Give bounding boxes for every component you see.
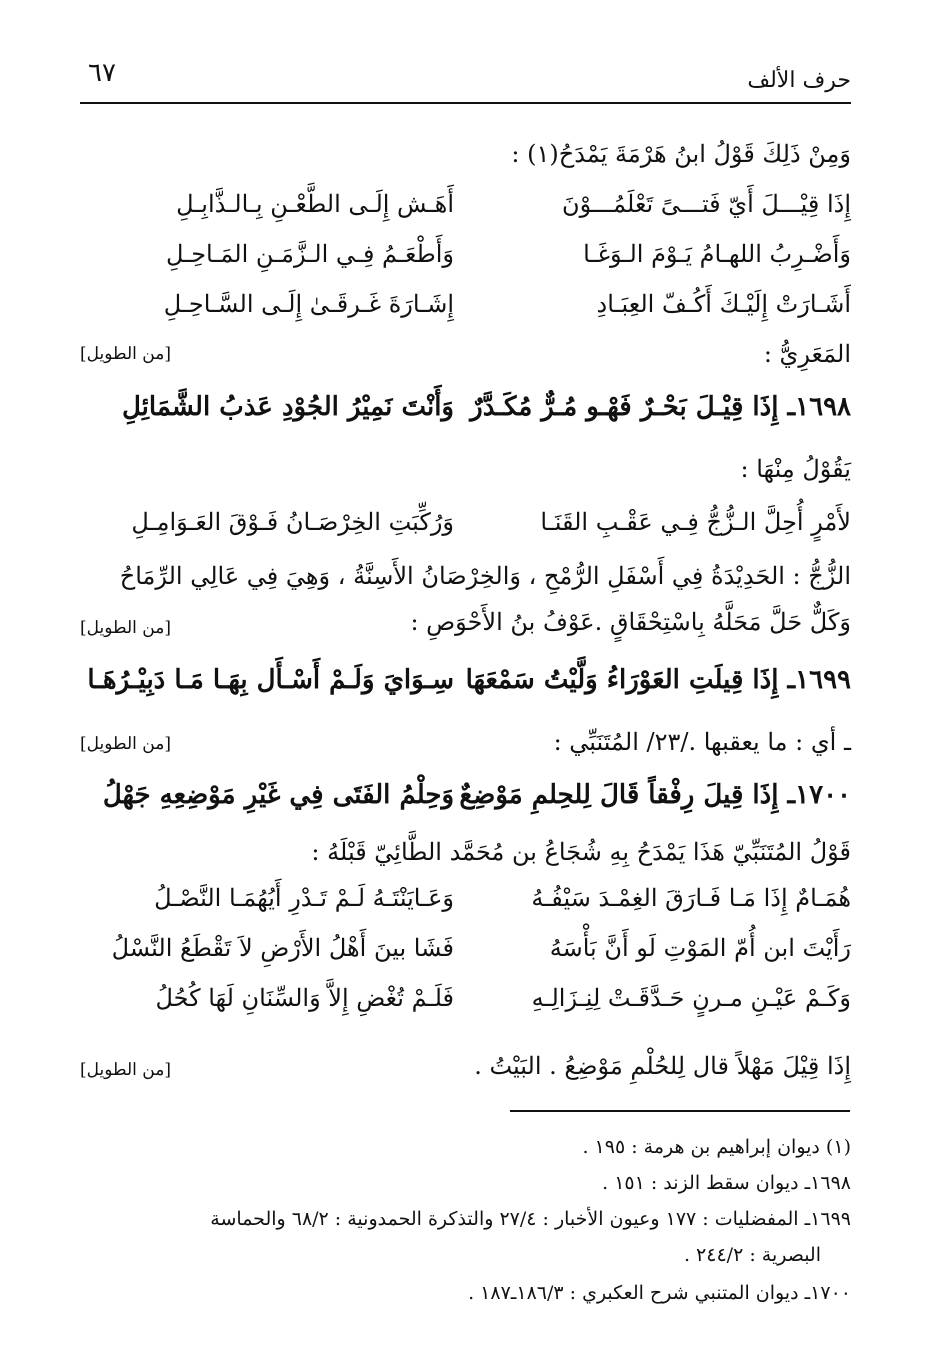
entry-1699-first-hemistich: ١٦٩٩ـ إِذَا قِيلَتِ العَوْرَاءُ وَلَّيْتُ سَمْعَهَا [465, 665, 851, 695]
footnote-rule [510, 1110, 850, 1112]
entry-number: ١٦٩٩ـ [787, 665, 851, 695]
entry-1699-second-hemistich: سِـوَايَ وَلَـمْ أَسْـأَل بِهَـا مَـا دَبِيْـرُهَـا [87, 665, 454, 695]
footnote-1698: ١٦٩٨ـ ديوان سقط الزند : ١٥١ . [602, 1172, 851, 1194]
gloss-line-1: الزُّجُّ : الحَدِيْدَةُ فِي أَسْفَلِ الرُّمْحِ ، وَالخِرْصَانُ الأَسِنَّةُ ، وَهِيَ فِي عَالِي الرِّمَاحُ [119, 562, 851, 590]
meter-label: [من الطويل] [80, 1060, 171, 1080]
poem2-verse3-second-hemistich: فَلَـمْ تُغْضِ إِلاَّ وَالسِّنَانِ لَهَا كُحُلُ [155, 984, 454, 1012]
poem1-verse3-second-hemistich: إِشَـارَةَ غَـرقَـىٰ إِلَـى السَّـاحِـلِ [163, 290, 454, 318]
intro-line: وَمِنْ ذَلِكَ قَوْلُ ابنُ هَرْمَةَ يَمْدَحُ(١) : [511, 140, 851, 168]
header-rule [80, 102, 851, 104]
yaqulu-minha: يَقُوْلُ مِنْهَا : [740, 455, 851, 483]
footnote-1699-continued: البصرية : ٢٤٤/٢ . [683, 1244, 821, 1266]
gloss-line-3: ـ أي : ما يعقبها ./٢٣/ المُتَنَبِّي : [553, 728, 851, 756]
verse-li-amri-second-hemistich: وَرُكِّبَتِ الخِرْصَـانُ فَـوْقَ العَـوَامِـلِ [131, 508, 454, 536]
footnote-1699: ١٦٩٩ـ المفضليات : ١٧٧ وعيون الأخبار : ٢٧/٤ والتذكرة الحمدونية : ٦٨/٢ والحماسة [210, 1208, 851, 1230]
poem2-verse2-second-hemistich: فَشَا بينَ أَهْلُ الأَرْضِ لاَ تَقْطَعُ النَّسْلُ [111, 934, 454, 962]
meter-label: [من الطويل] [80, 618, 171, 638]
entry-1700-first-hemistich: ١٧٠٠ـ إِذَا قِيلَ رِفْقاً قَالَ لِلحِلمِ مَوْضِعٌ [459, 780, 851, 810]
entry-number: ١٦٩٨ـ [787, 392, 851, 422]
meter-label: [من الطويل] [80, 734, 171, 754]
poem2-verse3-first-hemistich: وَكَـمْ عَيْـنِ مـرنٍ حَـدَّقَـتْ لِنِـزَالِـهِ [531, 984, 851, 1012]
entry-1698-second-hemistich: وَأَنْتَ نَمِيْرُ الجُوْدِ عَذبُ الشَّمَائِلِ [121, 392, 454, 422]
poem2-verse1-second-hemistich: وَعَـايَنْتَـهُ لَـمْ تَـدْرِ أَيُهُمَـا النَّصْـلُ [154, 884, 454, 912]
closing-line: إِذَا قِيْلَ مَهْلاً قال لِلحُلْمِ مَوْضِعُ . البَيْتُ . [474, 1052, 851, 1080]
poem1-verse1-second-hemistich: أَهَـش إِلَـى الطَّعْـنِ بِـالـذَّابِـلِ [176, 190, 454, 218]
mutanabbi-intro: قَوْلُ المُتَنَبِّيّ هَذَا يَمْدَحُ بِهِ شُجَاعُ بن مُحَمَّد الطَّائِيّ قَبْلَهُ : [311, 838, 851, 866]
entry-1700-second-hemistich: وَحِلْمُ الفَتَى فِي غَيْرِ مَوْضِعِهِ جَهْلُ [102, 780, 454, 810]
poem1-verse1-first-hemistich: إِذَا قِيْـــلَ أَيّ فَتـــىً تَعْلَمُـــوْنَ [562, 190, 851, 218]
entry-number: ١٧٠٠ـ [787, 780, 851, 810]
maarri-label: المَعَرِيُّ : [763, 340, 851, 368]
poem1-verse2-first-hemistich: وَأَضْـرِبُ اللهـامُ يَـوْمَ الـوَغَـا [583, 240, 851, 268]
page-number: ٦٧ [88, 58, 116, 88]
poem1-verse2-second-hemistich: وَأَطْعَـمُ فِـي الـزَّمَـنِ المَـاحِـلِ [166, 240, 454, 268]
verse-li-amri-first-hemistich: لأَمْرٍ أُحِلَّ الـزُّجُّ فِـي عَقْـبِ القَنَـا [540, 508, 851, 536]
gloss-line-2: وَكَلٌّ حَلَّ مَحَلَّهُ بِاسْتِحْقَاقٍ .عَوْفُ بنُ الأَحْوَصِ : [410, 608, 851, 636]
entry-1698-first-hemistich: ١٦٩٨ـ إِذَا قِيْـلَ بَحْـرٌ فَهْـو مُـرٌّ مُكَـدَّرٌ [470, 392, 851, 422]
meter-label: [من الطويل] [80, 344, 171, 364]
footnote-1: (١) ديوان إبراهيم بن هرمة : ١٩٥ . [582, 1136, 851, 1158]
poem2-verse2-first-hemistich: رَأَيْتَ ابن أُمّ المَوْتِ لَو أَنَّ بَأْسَهُ [549, 934, 851, 962]
footnote-1700: ١٧٠٠ـ ديوان المتنبي شرح العكبري : ١٨٦/٣ـ١٨٧ . [468, 1282, 851, 1304]
running-header-title: حرف الألف [747, 68, 851, 93]
poem1-verse3-first-hemistich: أَشَـارَتْ إِلَيْـكَ أَكُـفّ العِبَـادِ [596, 290, 851, 318]
poem2-verse1-first-hemistich: هُمَـامٌ إِذَا مَـا فَـارَقَ الغِمْـدَ سَيْفُـهُ [531, 884, 851, 912]
